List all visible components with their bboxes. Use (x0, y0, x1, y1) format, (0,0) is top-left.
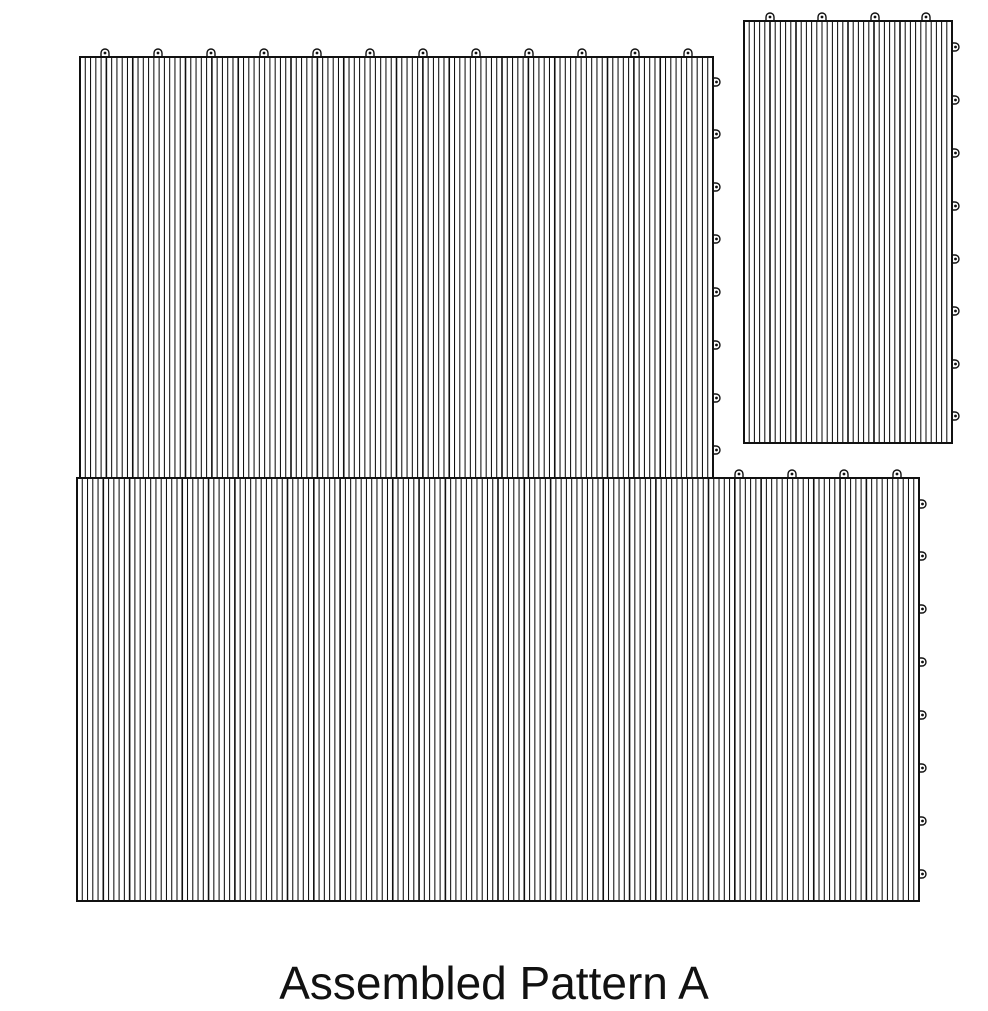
slat-group (80, 57, 713, 478)
clip-tab-hole (843, 473, 846, 476)
clip-tab-hole (896, 473, 899, 476)
clip-tab-hole (210, 52, 213, 55)
clip-tab-hole (715, 133, 718, 136)
clip-tab-hole (104, 52, 107, 55)
clip-tab-hole (954, 258, 957, 261)
clip-tab-hole (715, 344, 718, 347)
tile-bottom-large (77, 470, 926, 901)
clip-tab-hole (954, 205, 957, 208)
clip-tab-hole (954, 46, 957, 49)
clip-tab-hole (769, 16, 772, 19)
clip-tab-hole (715, 397, 718, 400)
clip-tab-hole (687, 52, 690, 55)
clip-tab-hole (921, 503, 924, 506)
clip-tab-hole (954, 152, 957, 155)
clip-tab-hole (874, 16, 877, 19)
clip-tab-hole (921, 820, 924, 823)
clip-tab-hole (715, 186, 718, 189)
clip-tab-hole (791, 473, 794, 476)
clip-tab-hole (738, 473, 741, 476)
clip-tab-hole (316, 52, 319, 55)
clip-tab-hole (422, 52, 425, 55)
tile-top-left-large (80, 49, 720, 478)
tile-layer (77, 13, 959, 901)
clip-tab-hole (921, 873, 924, 876)
clip-tab-hole (925, 16, 928, 19)
clip-tab-hole (634, 52, 637, 55)
tile-top-right-small (744, 13, 959, 443)
clip-tab-hole (369, 52, 372, 55)
clip-tab-hole (921, 555, 924, 558)
clip-tab-hole (821, 16, 824, 19)
clip-tab-hole (954, 415, 957, 418)
clip-tab-hole (581, 52, 584, 55)
clip-tab-hole (715, 81, 718, 84)
clip-tab-hole (263, 52, 266, 55)
clip-tab-hole (954, 310, 957, 313)
clip-tab-hole (528, 52, 531, 55)
clip-tab-hole (157, 52, 160, 55)
clip-tab-hole (921, 661, 924, 664)
slat-group (744, 21, 952, 443)
clip-tab-hole (921, 608, 924, 611)
clip-tab-hole (921, 714, 924, 717)
clip-tab-hole (715, 238, 718, 241)
clip-tab-hole (715, 291, 718, 294)
clip-tab-hole (475, 52, 478, 55)
clip-tab-hole (954, 363, 957, 366)
clip-tab-hole (954, 99, 957, 102)
diagram-caption: Assembled Pattern A (279, 957, 709, 1009)
slat-group (77, 478, 919, 901)
clip-tab-hole (921, 767, 924, 770)
clip-tab-hole (715, 449, 718, 452)
